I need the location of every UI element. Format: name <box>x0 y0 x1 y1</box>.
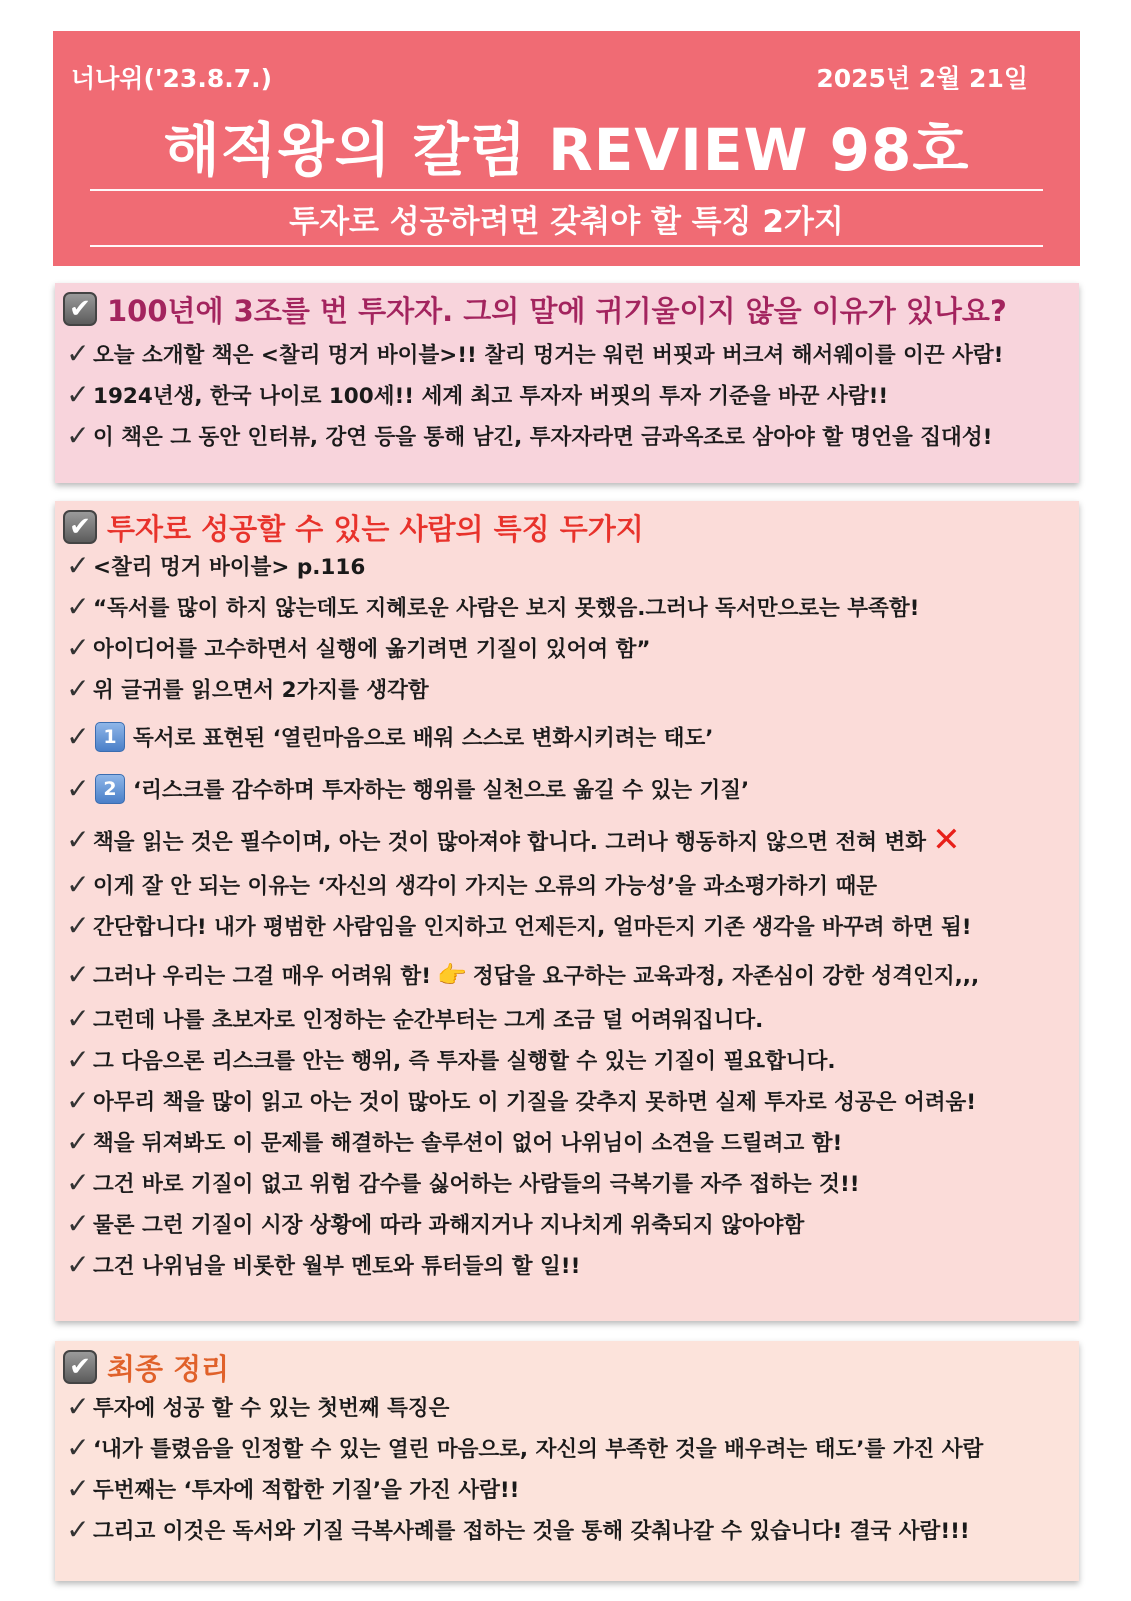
list-item <box>63 1126 1073 1157</box>
item-text: 이게 잘 안 되는 이유는 ‘자신의 생각이 가지는 오류의 가능성’을 과소평가하기 때문 <box>93 874 878 899</box>
list-item <box>63 959 1073 990</box>
divider <box>90 189 1043 191</box>
section-heading <box>63 505 644 549</box>
heavy-check-box-icon: ✔ <box>63 292 97 326</box>
check-mark-icon: ✓ <box>66 377 90 411</box>
page-title: 해적왕의 칼럼 REVIEW 98호 <box>163 116 970 184</box>
check-mark-icon: ✓ <box>66 1471 90 1505</box>
section-heading <box>63 1345 229 1389</box>
check-mark-icon: ✓ <box>66 589 90 623</box>
list-item <box>63 632 1073 663</box>
check-mark-icon: ✓ <box>66 336 90 370</box>
item-text: 그런데 나를 초보자로 인정하는 순간부터는 그게 조금 덜 어려워집니다. <box>93 1008 764 1033</box>
list-item <box>63 1003 1073 1034</box>
item-text: 오늘 소개할 책은 <찰리 멍거 바이블>!! 찰리 멍거는 워런 버핏과 버크셔 해서웨이를 이끈 사람! <box>93 343 1004 368</box>
list-item <box>63 1514 1073 1545</box>
author-label: 너나위('23.8.7.) <box>71 64 273 93</box>
list-item <box>63 379 1073 410</box>
item-text: 1924년생, 한국 나이로 100세!! 세계 최고 투자자 버핏의 투자 기준을 바꾼 사람!! <box>93 384 889 409</box>
keycap-2-icon: 2 <box>95 774 125 804</box>
check-mark-icon: ✓ <box>66 1001 90 1035</box>
list-item <box>63 910 1073 941</box>
check-mark-icon: ✓ <box>66 1389 90 1423</box>
section-intro <box>55 283 1079 483</box>
check-mark-icon: ✓ <box>66 771 90 805</box>
item-text: 위 글귀를 읽으면서 2가지를 생각함 <box>93 678 429 703</box>
list-item <box>63 1473 1073 1504</box>
item-text: <찰리 멍거 바이블> p.116 <box>93 555 366 580</box>
list-item <box>63 721 1073 752</box>
check-mark-icon: ✓ <box>66 1042 90 1076</box>
item-text: 그건 나위님을 비롯한 월부 멘토와 튜터들의 할 일!! <box>93 1254 581 1279</box>
list-item <box>63 1249 1073 1280</box>
section-title: 100년에 3조를 번 투자자. 그의 말에 귀기울이지 않을 이유가 있나요? <box>107 293 1007 328</box>
list-item <box>63 1432 1073 1463</box>
divider <box>90 245 1043 247</box>
list-item <box>63 550 1073 581</box>
cross-mark-icon: ✕ <box>932 820 961 860</box>
list-item <box>63 869 1073 900</box>
list-item <box>63 1044 1073 1075</box>
item-text: 독서로 표현된 ‘열린마음으로 배워 스스로 변화시키려는 태도’ <box>133 726 714 751</box>
check-mark-icon: ✓ <box>66 548 90 582</box>
item-text: 정답을 요구하는 교육과정, 자존심이 강한 성격인지,,, <box>472 964 980 989</box>
issue-date: 2025년 2월 21일 <box>816 64 1028 93</box>
item-text: 그건 바로 기질이 없고 위험 감수를 싫어하는 사람들의 극복기를 자주 접하는 것!! <box>93 1172 860 1197</box>
list-item <box>63 773 1073 804</box>
check-mark-icon: ✓ <box>66 630 90 664</box>
check-mark-icon: ✓ <box>66 671 90 705</box>
check-mark-icon: ✓ <box>66 1247 90 1281</box>
list-item <box>63 1167 1073 1198</box>
heavy-check-box-icon: ✔ <box>63 1350 97 1384</box>
item-text: ‘리스크를 감수하며 투자하는 행위를 실천으로 옮길 수 있는 기질’ <box>133 778 750 803</box>
check-mark-icon: ✓ <box>66 867 90 901</box>
pointing-hand-icon: 👉 <box>437 960 467 989</box>
list-item <box>63 1085 1073 1116</box>
check-mark-icon: ✓ <box>66 1206 90 1240</box>
item-text: 이 책은 그 동안 인터뷰, 강연 등을 통해 남긴, 투자자라면 금과옥조로 삼아야 할 명언을 집대성! <box>93 425 993 450</box>
item-text: 그러나 우리는 그걸 매우 어려워 함! <box>93 964 431 989</box>
item-text: 아무리 책을 많이 읽고 아는 것이 많아도 이 기질을 갖추지 못하면 실제 투자로 성공은 어려움! <box>93 1090 977 1115</box>
check-mark-icon: ✓ <box>66 908 90 942</box>
check-mark-icon: ✓ <box>66 1430 90 1464</box>
list-item <box>63 820 1073 860</box>
check-mark-icon: ✓ <box>66 1512 90 1546</box>
check-mark-icon: ✓ <box>66 1124 90 1158</box>
header-banner <box>53 31 1080 266</box>
check-mark-icon: ✓ <box>66 1083 90 1117</box>
item-text: ‘내가 틀렸음을 인정할 수 있는 열린 마음으로, 자신의 부족한 것을 배우려는 태도’를 가진 사람 <box>93 1437 984 1462</box>
list-item <box>63 673 1073 704</box>
item-text: 그리고 이것은 독서와 기질 극복사례를 접하는 것을 통해 갖춰나갈 수 있습니다! 결국 사람!!! <box>93 1519 970 1544</box>
section-title: 투자로 성공할 수 있는 사람의 특징 두가지 <box>107 511 644 546</box>
item-text: 아이디어를 고수하면서 실행에 옮기려면 기질이 있어여 함” <box>93 637 651 662</box>
item-text: 책을 뒤져봐도 이 문제를 해결하는 솔루션이 없어 나위님이 소견을 드릴려고 함! <box>93 1131 843 1156</box>
check-mark-icon: ✓ <box>66 418 90 452</box>
check-mark-icon: ✓ <box>66 823 90 856</box>
list-item <box>63 1391 1073 1422</box>
section-title: 최종 정리 <box>107 1351 230 1386</box>
item-text: 책을 읽는 것은 필수이며, 아는 것이 많아져야 합니다. 그러나 행동하지 않으면 전혀 변화 <box>93 829 927 855</box>
section-traits <box>55 501 1079 1321</box>
keycap-1-icon: 1 <box>95 722 125 752</box>
heavy-check-box-icon: ✔ <box>63 510 97 544</box>
section-summary <box>55 1341 1079 1581</box>
list-item <box>63 591 1073 622</box>
item-text: 간단합니다! 내가 평범한 사람임을 인지하고 언제든지, 얼마든지 기존 생각을 바꾸려 하면 됨! <box>93 915 972 940</box>
item-text: 투자에 성공 할 수 있는 첫번째 특징은 <box>93 1396 450 1421</box>
check-mark-icon: ✓ <box>66 719 90 753</box>
check-mark-icon: ✓ <box>66 957 90 991</box>
item-text: “독서를 많이 하지 않는데도 지혜로운 사람은 보지 못했음.그러나 독서만으로는 부족함! <box>93 596 920 621</box>
section-heading <box>63 287 1007 331</box>
item-text: 물론 그런 기질이 시장 상황에 따라 과해지거나 지나치게 위축되지 않아야함 <box>93 1213 805 1238</box>
item-text: 두번째는 ‘투자에 적합한 기질’을 가진 사람!! <box>93 1478 520 1503</box>
list-item <box>63 338 1073 369</box>
item-text: 그 다음으론 리스크를 안는 행위, 즉 투자를 실행할 수 있는 기질이 필요합니다. <box>93 1049 836 1074</box>
check-mark-icon: ✓ <box>66 1165 90 1199</box>
page-subtitle: 투자로 성공하려면 갖춰야 할 특징 2가지 <box>289 204 844 240</box>
list-item <box>63 420 1073 451</box>
list-item <box>63 1208 1073 1239</box>
